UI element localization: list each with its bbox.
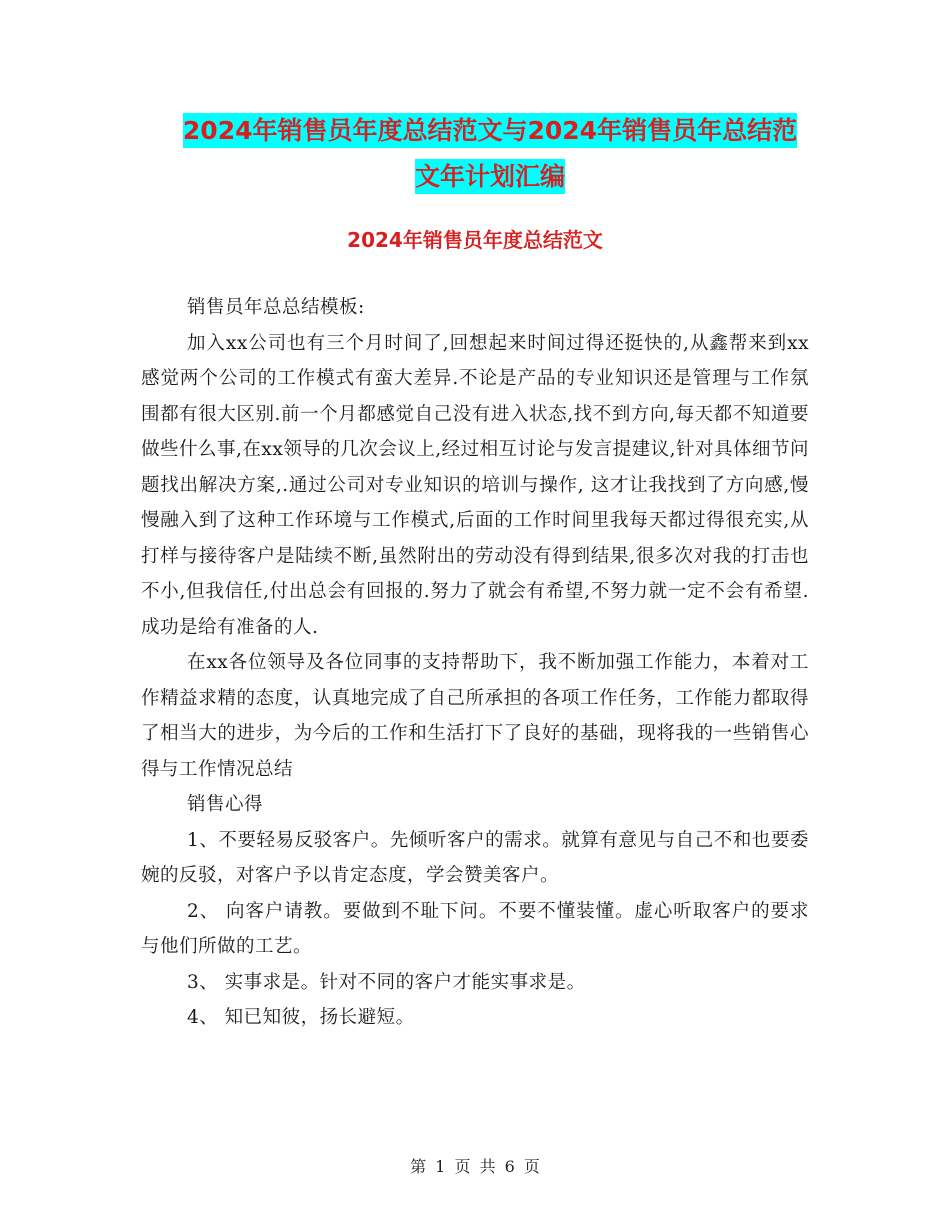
paragraph-sales-tips-heading: 销售心得 (187, 794, 264, 815)
page-footer: 第 1 页 共 6 页 (410, 1157, 540, 1176)
paragraph-support: 在xx各位领导及各位同事的支持帮助下，我不断加强工作能力，本着对工作精益求精的态度，认真地完成了自己所承担的各项工作任务，工作能力都取得了相当大的进步，为今后的工作和生活打下了良好的基础，现将我的一些销售心得与工作情况总结 (141, 652, 809, 780)
paragraph-template-heading: 销售员年总总结模板: (187, 297, 365, 318)
paragraph-tip-2: 2、 向客户请教。要做到不耻下问。不要不懂装懂。虚心听取客户的要求与他们所做的工艺。 (141, 900, 809, 957)
document-title-line1: 2024年销售员年度总结范文与2024年销售员年总结范 (183, 113, 797, 148)
paragraph-intro: 加入xx公司也有三个月时间了,回想起来时间过得还挺快的,从鑫帮来到xx感觉两个公司的工作模式有蛮大差异.不论是产品的专业知识还是管理与工作氛围都有很大区别.前一个月都感觉自己没有进入状态,找不到方向,每天都不知道要做些什么事,在xx领导的几次会议上,经过相互讨论与发言提建议,针对具体细节问题找出解决方案,.通过公司对专业知识的培训与操作, 这才让我找到了方向感,慢慢融入到了这种工作环境与工作模式,后面的工作时间里我每天都过得很充实,从打样与接待客户是陆续不断,虽然附出的劳动没有得到结果,很多次对我的打击也不小,但我信任,付出总会有回报的.努力了就会有希望,不努力就一定不会有希望.成功是给有准备的人. (141, 332, 810, 638)
document-body (141, 290, 809, 1036)
paragraph-tip-1: 1、不要轻易反驳客户。先倾听客户的需求。就算有意见与自己不和也要委婉的反驳，对客户予以肯定态度，学会赞美客户。 (141, 829, 809, 886)
paragraph-tip-3: 3、 实事求是。针对不同的客户才能实事求是。 (187, 971, 586, 993)
document-title-line2: 文年计划汇编 (415, 159, 565, 194)
section-title: 2024年销售员年度总结范文 (347, 228, 603, 252)
document-title (140, 108, 840, 200)
paragraph-tip-4: 4、 知已知彼，扬长避短。 (187, 1007, 415, 1028)
